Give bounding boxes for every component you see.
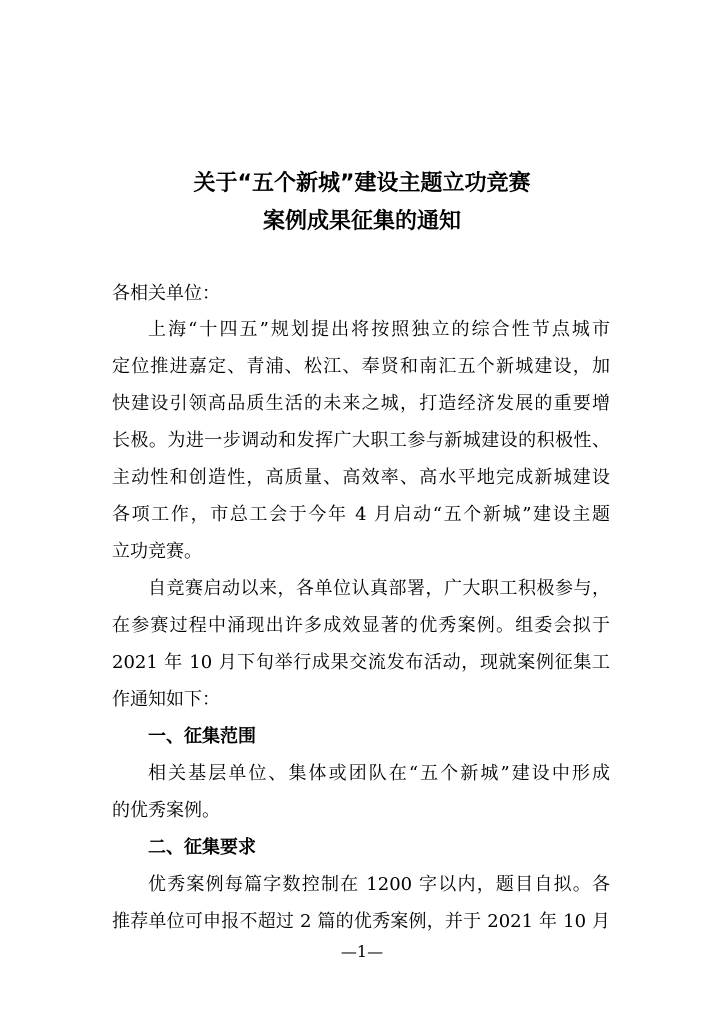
- paragraph-2-line-2: 在参赛过程中涌现出许多成效显著的优秀案例。组委会拟于: [112, 615, 610, 636]
- paragraph-2-line-3: 2021 年 10 月下旬举行成果交流发布活动，现就案例征集工: [112, 652, 610, 673]
- section-1-line-2: 的优秀案例。: [112, 800, 220, 821]
- paragraph-1-line-1: 上海“十四五”规划提出将按照独立的综合性节点城市: [148, 319, 610, 340]
- section-2-heading: 二、征集要求: [148, 837, 256, 858]
- salutation: 各相关单位：: [112, 283, 220, 304]
- paragraph-1-line-4: 长极。为进一步调动和发挥广大职工参与新城建设的积极性、: [112, 430, 610, 451]
- section-2-line-2: 推荐单位可申报不超过 2 篇的优秀案例，并于 2021 年 10 月: [112, 911, 610, 932]
- document-title-line-1: 关于“五个新城”建设主题立功竞赛: [193, 171, 531, 196]
- section-1-line-1: 相关基层单位、集体或团队在“五个新城”建设中形成: [148, 763, 610, 784]
- document-title-line-2: 案例成果征集的通知: [262, 209, 461, 234]
- paragraph-1-line-2: 定位推进嘉定、青浦、松江、奉贤和南汇五个新城建设，加: [112, 356, 610, 377]
- page-number: —1—: [340, 942, 384, 961]
- paragraph-1-line-7: 立功竞赛。: [112, 541, 202, 562]
- paragraph-2-line-4: 作通知如下：: [112, 689, 220, 710]
- paragraph-1-line-5: 主动性和创造性，高质量、高效率、高水平地完成新城建设: [112, 467, 610, 488]
- paragraph-1-line-3: 快建设引领高品质生活的未来之城，打造经济发展的重要增: [112, 393, 610, 414]
- paragraph-2-line-1: 自竞赛启动以来，各单位认真部署，广大职工积极参与，: [148, 578, 610, 599]
- section-1-heading: 一、征集范围: [148, 726, 256, 747]
- section-2-line-1: 优秀案例每篇字数控制在 1200 字以内，题目自拟。各: [148, 874, 610, 895]
- paragraph-1-line-6: 各项工作，市总工会于今年 4 月启动“五个新城”建设主题: [112, 504, 610, 525]
